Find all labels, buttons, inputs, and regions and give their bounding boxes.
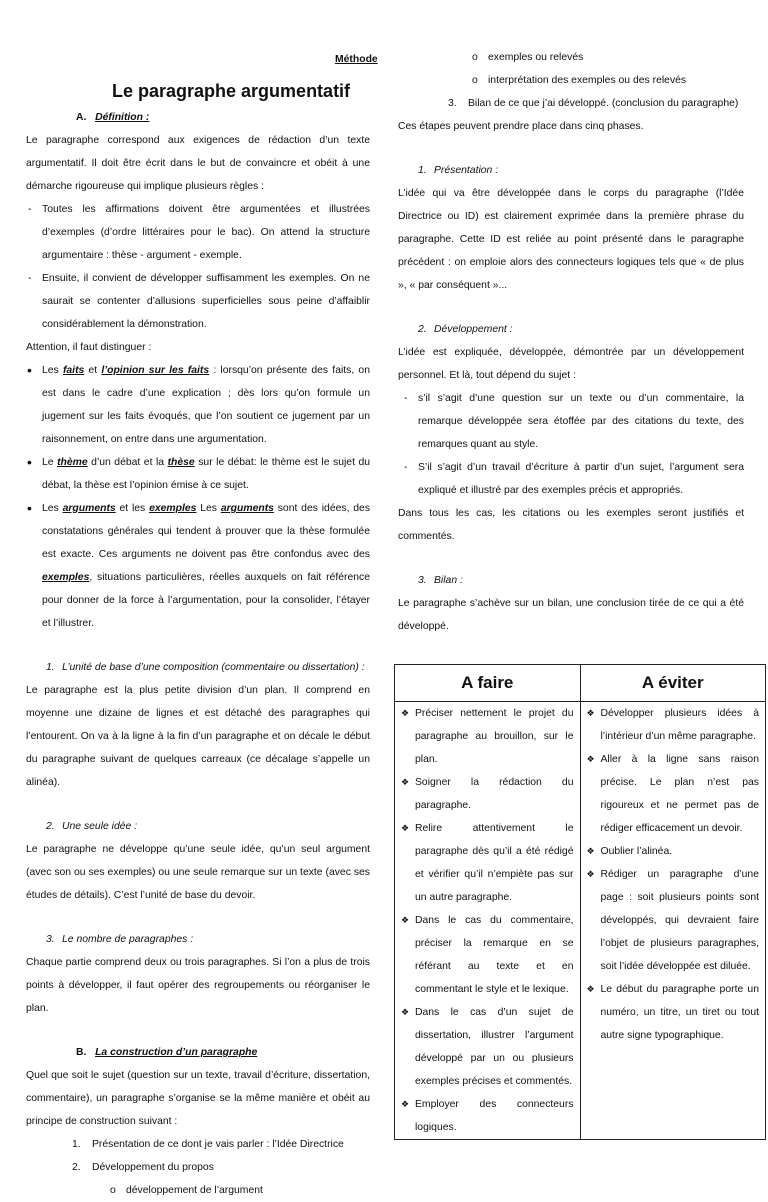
list-item: - S’il s’agit d’un travail d’écriture à partir d’un sujet, l’argument sera expliqué et illustré par des exemples précis et appropriés. [402, 456, 744, 502]
list-item: o développement de l’argument [26, 1179, 370, 1202]
list-item: ❖ Soigner la rédaction du paragraphe. [397, 771, 574, 817]
eviter-cell [580, 702, 766, 1140]
list-item: • Les arguments et les exemples Les arguments sont des idées, des constatations générales qui tendent à prouver que la thèse formulée est exacte. Ces arguments ne doivent pas être confondus avec des exemples, situations particulières, réelles auxquels on fait référence pour donner de la force à l’argumentation, pour la consolider, l’étayer et l’illustrer. [26, 497, 370, 635]
section-heading: 2. Une seule idée : [46, 821, 138, 832]
faire-cell [395, 702, 581, 1140]
construction-intro: Quel que soit le sujet (question sur un texte, travail d’écriture, dissertation, commentaire), un paragraphe s’organise se la même manière et obéit au principe de construction suivant : [26, 1070, 370, 1127]
definition-heading: A. Définition : [76, 112, 150, 123]
section-heading: 2. Développement : [418, 324, 513, 335]
rules-list [26, 198, 370, 336]
substeps-list-cont [388, 46, 744, 92]
list-item: ❖ Aller à la ligne sans raison précise. Le plan n’est pas rigoureux et ne permet pas de rédiger efficacement un devoir. [583, 748, 760, 840]
phases-text: Ces étapes peuvent prendre place dans cinq phases. [398, 121, 644, 132]
attention-text: Attention, il faut distinguer : [26, 342, 152, 353]
step3-list [402, 92, 744, 115]
list-item: ❖ Développer plusieurs idées à l’intérieur d’un même paragraphe. [583, 702, 760, 748]
substeps-list [26, 1179, 370, 1202]
list-item: ❖ Employer des connecteurs logiques. [397, 1093, 574, 1139]
list-item: o interprétation des exemples ou des relevés [388, 69, 744, 92]
right-column [398, 0, 759, 1140]
definition-intro: Le paragraphe correspond aux exigences de rédaction d’un texte argumentatif. Il doit être écrit dans le but de convaincre et obéit à une démarche rigoureuse qui implique plusieurs règles : [26, 135, 370, 192]
section-heading: 1. L’unité de base d’une composition (commentaire ou dissertation) : [46, 662, 365, 673]
left-column [26, 0, 370, 1202]
distinctions-list [26, 359, 370, 635]
section-text: Dans tous les cas, les citations ou les exemples seront justifiés et commentés. [398, 508, 744, 542]
cases-list [398, 387, 744, 502]
list-item: • Les faits et l’opinion sur les faits : lorsqu’on présente des faits, on est dans le cadre d’une explication ; dès lors qu’on formule un jugement sur les faits évoqués, que l’on soutient ce jugement par un raisonnement, on entre dans une argumentation. [26, 359, 370, 451]
list-item: 1. Présentation de ce dont je vais parler : l’Idée Directrice [72, 1139, 344, 1150]
list-item: o exemples ou relevés [388, 46, 744, 69]
list-item: - Toutes les affirmations doivent être argumentées et illustrées d’exemples (d’ordre littéraires pour le bac). On attend la structure argumentaire : thèse - argument - exemple. [26, 198, 370, 267]
section-heading: 1. Présentation : [418, 165, 499, 176]
faire-eviter-table [394, 664, 766, 1140]
section-text: Le paragraphe s’achève sur un bilan, une conclusion tirée de ce qui a été développé. [398, 598, 744, 632]
section-heading: 3. Le nombre de paragraphes : [46, 934, 194, 945]
construction-heading: B. La construction d’un paragraphe [76, 1047, 258, 1058]
steps-list [26, 1133, 370, 1179]
list-item: 2. Développement du propos [72, 1162, 214, 1173]
list-item: - s’il s’agit d’une question sur un texte ou d’un commentaire, la remarque développée sera étoffée par des citations du texte, des remarques quant au style. [402, 387, 744, 456]
list-item: ❖ Dans le cas du commentaire, préciser la remarque en se référant au texte et en commentant le style et le lexique. [397, 909, 574, 1001]
section-text: Le paragraphe est la plus petite division d’un plan. Il comprend en moyenne une dizaine de lignes et est détaché des paragraphes qui l’entourent. On va à la ligne à la fin d’un paragraphe et on décale le début du paragraphe suivant de quelques carreaux (ce décalage s’appelle un alinéa). [26, 685, 370, 788]
methode-label: Méthode [335, 54, 378, 65]
list-item: ❖ Oublier l’alinéa. [583, 840, 760, 863]
list-item: ❖ Le début du paragraphe porte un numéro, un titre, un tiret ou tout autre signe typographique. [583, 978, 760, 1047]
list-item: 3. Bilan de ce que j’ai développé. (conclusion du paragraphe) [448, 98, 739, 109]
section-text: L’idée est expliquée, développée, démontrée par un développement personnel. Et là, tout dépend du sujet : [398, 347, 744, 381]
list-item: • Le thème d’un débat et la thèse sur le débat: le thème est le sujet du débat, la thèse est l’opinion émise à ce sujet. [26, 451, 370, 497]
table-header-eviter: A éviter [580, 665, 766, 702]
list-item: ❖ Dans le cas d’un sujet de dissertation, illustrer l’argument développé par un ou plusieurs exemples précises et commentés. [397, 1001, 574, 1093]
list-item: ❖ Rédiger un paragraphe d’une page : soit plusieurs points sont développés, qui devraient faire l’objet de plusieurs paragraphes, soit l’idée développée est diluée. [583, 863, 760, 978]
list-item: ❖ Relire attentivement le paragraphe dès qu’il a été rédigé et vérifier qu’il n’empiète pas sur un autre paragraphe. [397, 817, 574, 909]
page-title: Le paragraphe argumentatif [112, 81, 351, 101]
section-text: Le paragraphe ne développe qu’une seule idée, qu’un seul argument (avec son ou ses exemples) ou une seule remarque sur un texte (avec ses études de détails). C’est l’unité de base du devoir. [26, 844, 370, 901]
table-header-faire: A faire [395, 665, 581, 702]
section-text: L’idée qui va être développée dans le corps du paragraphe (l’Idée Directrice ou ID) est clairement exprimée dans la première phrase du paragraphe. Cette ID est reliée au point présenté dans le paragraphe précédent : on emploie alors des connecteurs logiques tels que « de plus », « par conséquent »... [398, 188, 744, 291]
section-text: Chaque partie comprend deux ou trois paragraphes. Si l’on a plus de trois points à développer, il faut opérer des regroupements ou réorganiser le plan. [26, 957, 370, 1014]
list-item: - Ensuite, il convient de développer suffisamment les exemples. On ne saurait se contenter d’allusions superficielles sous peine d’affaiblir considérablement la démonstration. [26, 267, 370, 336]
section-heading: 3. Bilan : [418, 575, 463, 586]
list-item: ❖ Préciser nettement le projet du paragraphe au brouillon, sur le plan. [397, 702, 574, 771]
